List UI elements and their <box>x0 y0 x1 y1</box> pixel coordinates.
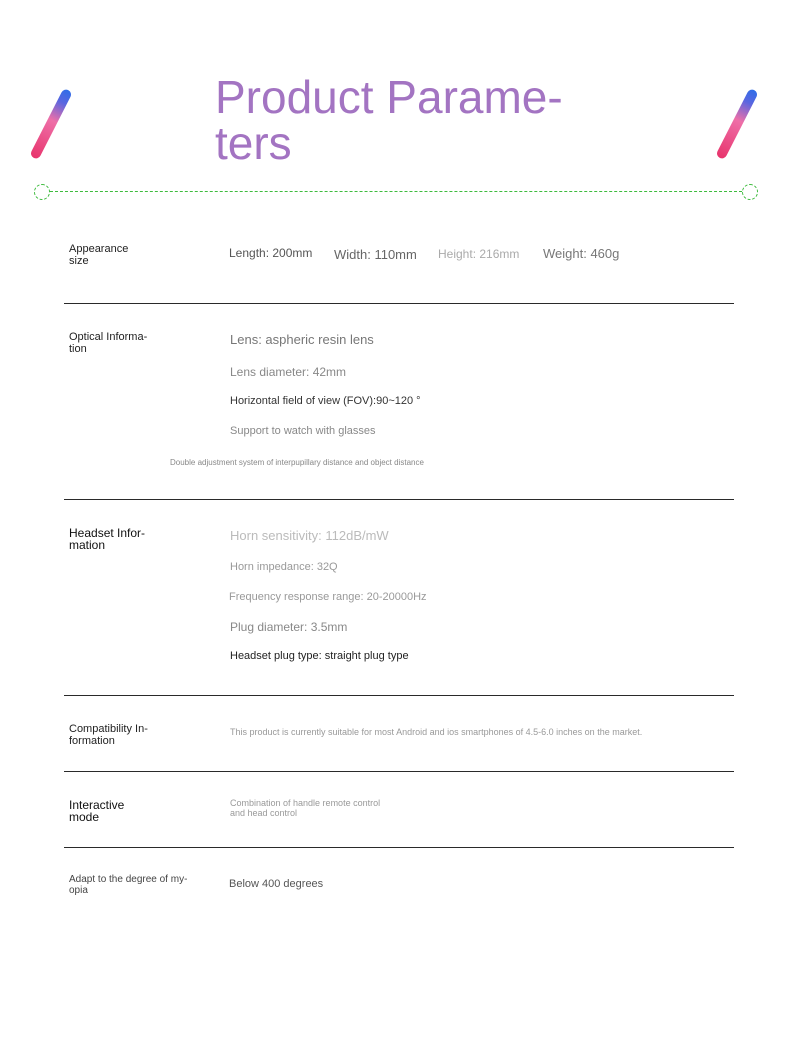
label-line: formation <box>69 735 115 747</box>
label-line: Optical Informa- <box>69 331 148 343</box>
label-headset-information <box>69 527 199 551</box>
value-horn-sensitivity: Horn sensitivity: 112dB/mW <box>230 528 389 543</box>
label-line: mode <box>69 810 100 824</box>
value-line: and head control <box>230 808 298 818</box>
value-width: Width: 110mm <box>334 247 417 262</box>
value-length: Length: 200mm <box>229 246 313 260</box>
label-line: Compatibility In- <box>69 723 148 735</box>
divider-circle-right <box>742 184 758 200</box>
value-plug-type: Headset plug type: straight plug type <box>230 650 409 662</box>
label-line: tion <box>69 343 87 355</box>
section-separator <box>64 303 734 304</box>
section-separator <box>64 499 734 500</box>
gradient-stick-left <box>29 88 72 160</box>
value-plug-diameter: Plug diameter: 3.5mm <box>230 620 348 634</box>
value-line: Combination of handle remote control <box>230 798 381 808</box>
value-fov: Horizontal field of view (FOV):90~120 ° <box>230 395 421 407</box>
value-weight: Weight: 460g <box>543 246 620 261</box>
label-line: mation <box>69 538 106 552</box>
value-lens-diameter: Lens diameter: 42mm <box>230 365 347 379</box>
label-compatibility-information <box>69 723 199 747</box>
gradient-stick-right <box>715 88 758 160</box>
label-line: opia <box>69 885 88 896</box>
label-line: Headset Infor- <box>69 526 146 540</box>
page-title <box>215 71 595 169</box>
value-compatibility: This product is currently suitable for most Android and ios smartphones of 4.5-6.0 inches on the market. <box>230 727 643 737</box>
dashed-divider <box>50 191 742 192</box>
value-myopia-degree: Below 400 degrees <box>229 878 324 890</box>
label-interactive-mode <box>69 799 199 823</box>
value-interactive-mode <box>230 798 380 818</box>
value-horn-impedance: Horn impedance: 32Q <box>230 561 338 573</box>
label-optical-information <box>69 331 199 355</box>
value-glasses: Support to watch with glasses <box>230 425 376 437</box>
value-lens: Lens: aspheric resin lens <box>230 332 374 347</box>
label-line: Interactive <box>69 798 125 812</box>
value-frequency-range: Frequency response range: 20-20000Hz <box>229 591 427 603</box>
section-separator <box>64 771 734 772</box>
label-myopia-degree <box>69 874 219 896</box>
label-line: size <box>69 255 89 267</box>
section-separator <box>64 847 734 848</box>
label-line: Adapt to the degree of my- <box>69 874 188 885</box>
label-appearance-size <box>69 243 199 267</box>
value-adjustment: Double adjustment system of interpupillary distance and object distance <box>170 458 424 467</box>
value-height: Height: 216mm <box>438 247 520 261</box>
label-line: Appearance <box>69 243 129 255</box>
divider-circle-left <box>34 184 50 200</box>
page-title-line1: Product Parame- <box>215 71 563 123</box>
section-separator <box>64 695 734 696</box>
page-title-line2: ters <box>215 117 292 169</box>
